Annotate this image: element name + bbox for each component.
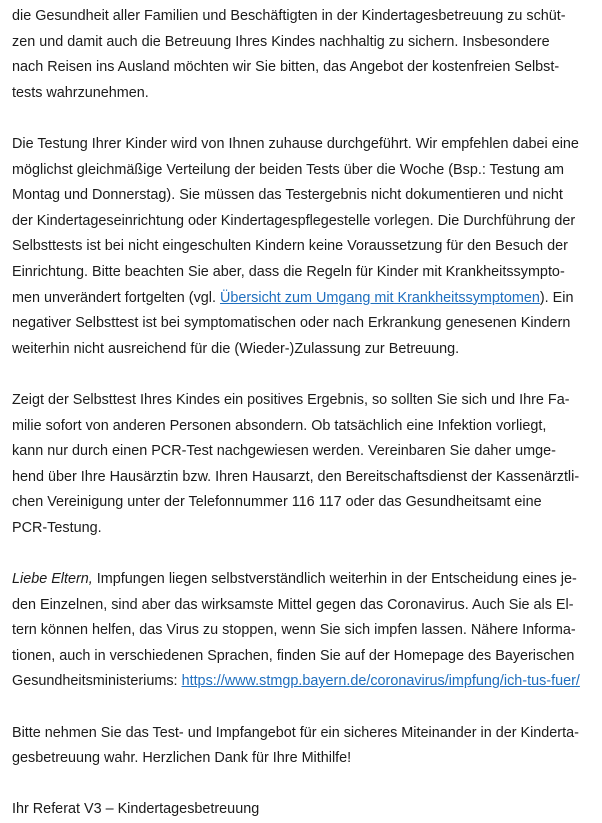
text-fragment: men unverändert fortgelten (vgl.: [12, 289, 220, 306]
text-line: Einrichtung. Bitte beachten Sie aber, dass die Regeln für Kinder mit Krankheitssympto-: [12, 263, 565, 280]
signature-block: [12, 797, 598, 823]
symptoms-overview-link[interactable]: Übersicht zum Umgang mit Krankheitssymptomen: [219, 289, 540, 306]
paragraph-gap: [12, 362, 598, 388]
document-page: [12, 0, 598, 823]
vaccination-homepage-link[interactable]: https://www.stmgp.bayern.de/coronavirus/impfung/ich-tus-fuer/: [181, 673, 580, 690]
text-line: PCR-Testung.: [12, 519, 102, 536]
paragraph-health: [12, 4, 598, 106]
text-line: [12, 567, 598, 593]
text-line: Bitte nehmen Sie das Test- und Impfangebot für ein sicheres Miteinander in der Kinderta-: [12, 724, 579, 741]
paragraph-gap: [12, 695, 598, 721]
text-line-with-link: [12, 286, 598, 312]
text-fragment: ). Ein: [539, 289, 574, 306]
paragraph-gap: [12, 541, 598, 567]
text-line: Zeigt der Selbsttest Ihres Kindes ein positives Ergebnis, so sollten Sie sich und Ihre Fa-: [12, 391, 570, 408]
text-line: den Einzelnen, sind aber das wirksamste Mittel gegen das Coronavirus. Auch Sie als El-: [12, 596, 574, 613]
text-line-with-link: [12, 669, 598, 695]
text-line: negativer Selbsttest ist bei symptomatischen oder nach Erkrankung genesenen Kindern: [12, 315, 571, 332]
text-line: tests wahrzunehmen.: [12, 84, 149, 101]
text-fragment: Impfungen liegen selbstverständlich weiterhin in der Entscheidung eines je-: [92, 571, 577, 588]
salutation: Liebe Eltern,: [12, 571, 93, 588]
text-line: chen Vereinigung unter der Telefonnummer 116 117 oder das Gesundheitsamt eine: [12, 494, 542, 511]
paragraph-thanks: [12, 721, 598, 772]
text-line: Selbsttests ist bei nicht eingeschulten Kindern keine Voraussetzung für den Besuch der: [12, 238, 568, 255]
text-line: gesbetreuung wahr. Herzlichen Dank für Ihre Mithilfe!: [12, 750, 352, 767]
text-line: Die Testung Ihrer Kinder wird von Ihnen zuhause durchgeführt. Wir empfehlen dabei eine: [12, 135, 579, 152]
text-line: kann nur durch einen PCR-Test nachgewiesen werden. Vereinbaren Sie daher umge-: [12, 443, 556, 460]
paragraph-gap: [12, 106, 598, 132]
text-line: möglichst gleichmäßige Verteilung der beiden Tests über die Woche (Bsp.: Testung am: [12, 161, 564, 178]
text-line: der Kindertageseinrichtung oder Kindertagespflegestelle vorlegen. Die Durchführung der: [12, 212, 576, 229]
text-line: weiterhin nicht ausreichend für die (Wieder-)Zulassung zur Betreuung.: [12, 340, 460, 357]
text-line: milie sofort von anderen Personen absondern. Ob tatsächlich eine Infektion vorliegt,: [12, 417, 547, 434]
text-fragment: Gesundheitsministeriums:: [12, 673, 182, 690]
text-line: zen und damit auch die Betreuung Ihres Kindes nachhaltig zu sichern. Insbesondere: [12, 33, 550, 50]
text-line: die Gesundheit aller Familien und Beschäftigten in der Kindertagesbetreuung zu schüt-: [12, 8, 566, 24]
paragraph-testing: [12, 132, 598, 362]
text-line: tionen, auch in verschiedenen Sprachen, finden Sie auf der Homepage des Bayerischen: [12, 647, 575, 664]
signature: Ihr Referat V3 – Kindertagesbetreuung: [12, 801, 260, 818]
text-line: nach Reisen ins Ausland möchten wir Sie bitten, das Angebot der kostenfreien Selbst-: [12, 59, 560, 76]
paragraph-positive-result: [12, 388, 598, 542]
paragraph-gap: [12, 772, 598, 798]
text-line: tern können helfen, das Virus zu stoppen, wenn Sie sich impfen lassen. Nähere Informa-: [12, 622, 576, 639]
paragraph-vaccination: [12, 567, 598, 695]
text-line: Montag und Donnerstag). Sie müssen das Testergebnis nicht dokumentieren und nicht: [12, 187, 563, 204]
text-line: hend über Ihre Hausärztin bzw. Ihren Hausarzt, den Bereitschaftsdienst der Kassenärztli-: [12, 468, 580, 485]
